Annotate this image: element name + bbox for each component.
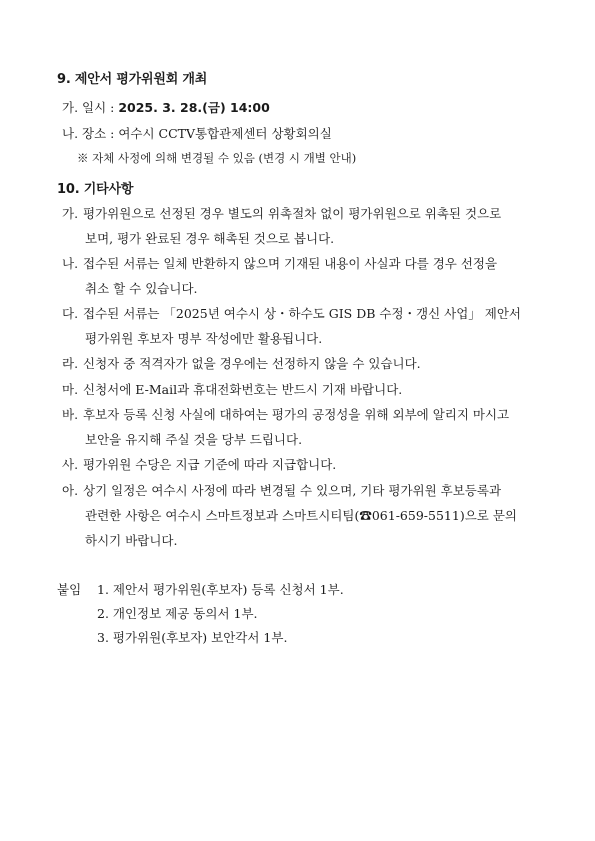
item-text: 신청자 중 적격자가 없을 경우에는 선정하지 않을 수 있습니다. (83, 356, 421, 371)
item-marker: 바. (62, 407, 79, 422)
item-text: 취소 할 수 있습니다. (85, 281, 198, 296)
item-marker: 나. (62, 256, 79, 271)
item-marker: 라. (62, 356, 79, 371)
item-text: 평가위원 수당은 지급 기준에 따라 지급합니다. (83, 457, 337, 472)
item-marker: 가. (62, 206, 79, 221)
item-text: 접수된 서류는 「2025년 여수시 상・하수도 GIS DB 수정・갱신 사업」 제안서 (83, 306, 521, 321)
meeting-date-value: 2025. 3. 28.(금) 14:00 (118, 100, 270, 115)
item-marker: 사. (62, 457, 79, 472)
item-marker: 다. (62, 306, 79, 321)
item-text: 관련한 사항은 여수시 스마트정보과 스마트시티팀(☎061-659-5511)으로 문의 (85, 508, 517, 523)
attachment-item: 2. 개인정보 제공 동의서 1부. (97, 606, 258, 621)
attachment-item: 1. 제안서 평가위원(후보자) 등록 신청서 1부. (97, 582, 344, 597)
item-text: 접수된 서류는 일체 반환하지 않으며 기재된 내용이 사실과 다를 경우 선정을 (83, 256, 498, 271)
item-text: 평가위원으로 선정된 경우 별도의 위촉절차 없이 평가위원으로 위촉된 것으로 (83, 206, 502, 221)
change-note: ※ 자체 사정에 의해 변경될 수 있음 (변경 시 개별 안내) (77, 151, 357, 165)
item-text: 평가위원 후보자 명부 작성에만 활용됩니다. (85, 331, 323, 346)
item-text: 신청서에 E-Mail과 휴대전화번호는 반드시 기재 바랍니다. (83, 382, 403, 397)
item-text: 후보자 등록 신청 사실에 대하여는 평가의 공정성을 위해 외부에 알리지 마시고 (83, 407, 510, 422)
item-text: 보안을 유지해 주실 것을 당부 드립니다. (85, 432, 303, 447)
item-text: 보며, 평가 완료된 경우 해촉된 것으로 봅니다. (85, 231, 335, 246)
meeting-date-label: 가. 일시 : (62, 100, 119, 115)
attachment-item: 3. 평가위원(후보자) 보안각서 1부. (97, 630, 288, 645)
meeting-date (62, 98, 270, 116)
section-10-heading: 10. 기타사항 (57, 182, 134, 197)
meeting-place: 나. 장소 : 여수시 CCTV통합관제센터 상황회의실 (62, 126, 332, 141)
item-text: 하시기 바랍니다. (85, 533, 178, 548)
item-marker: 아. (62, 483, 79, 498)
section-9-heading: 9. 제안서 평가위원회 개최 (57, 72, 208, 87)
attachment-label: 붙임 (57, 582, 82, 597)
item-marker: 마. (62, 382, 79, 397)
item-text: 상기 일정은 여수시 사정에 따라 변경될 수 있으며, 기타 평가위원 후보등록과 (83, 483, 502, 498)
